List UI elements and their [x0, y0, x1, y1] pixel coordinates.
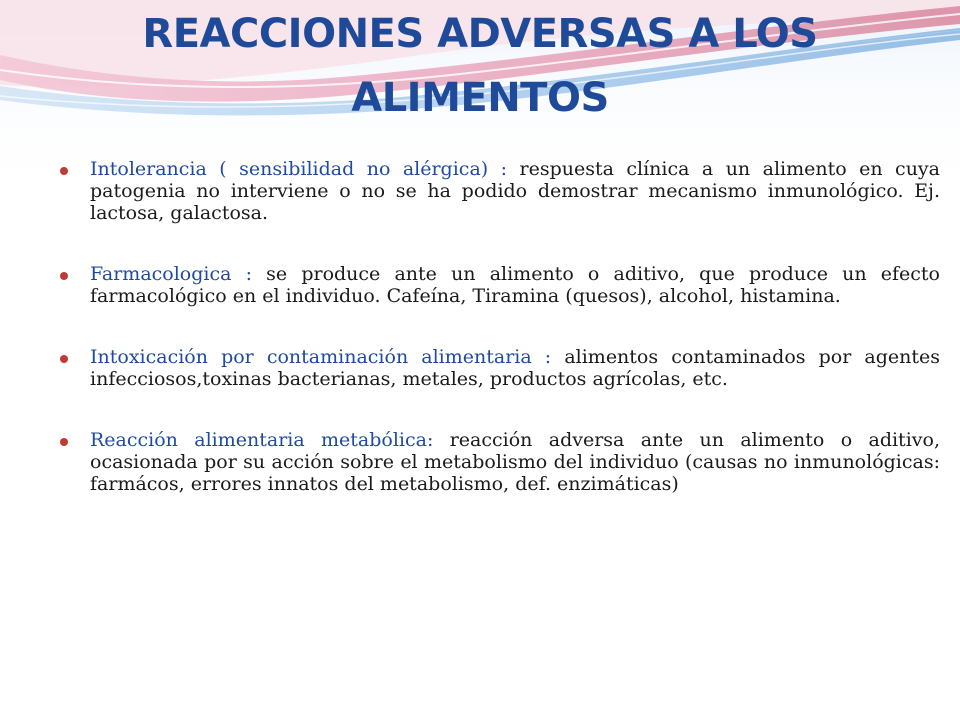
bullet-dot-icon [60, 438, 68, 446]
bullet-term: Reacción alimentaria metabólica: [90, 429, 434, 451]
bullet-text: respuesta clínica a un alimento en cuya patogenia no interviene o no se ha podido demostrar mecanismo inmunológico. Ej. lactosa, galactosa. [90, 158, 940, 224]
bullet-dot-icon [60, 272, 68, 280]
bullet-term: Intoxicación por contaminación alimentaria : [90, 346, 552, 368]
bullet-text: alimentos contaminados por agentes infecciosos,toxinas bacterianas, metales, productos agrícolas, etc. [90, 346, 940, 390]
bullet-text: reacción adversa ante un alimento o aditivo, ocasionada por su acción sobre el metabolismo del individuo (causas no inmunológicas: farmácos, errores innatos del metabolismo, def. enzimáticas) [90, 429, 940, 495]
slide-title [0, 2, 960, 130]
bullet-text: se produce ante un alimento o aditivo, que produce un efecto farmacológico en el individuo. Cafeína, Tiramina (quesos), alcohol, histamina. [90, 263, 940, 307]
bullet-item-intoxicacion [58, 346, 940, 390]
bullet-dot-icon [60, 167, 68, 175]
bullet-item-farmacologica [58, 263, 940, 307]
bullet-item-metabolica [58, 429, 940, 495]
bullet-dot-icon [60, 355, 68, 363]
title-line-1: REACCIONES ADVERSAS A LOS [142, 11, 818, 57]
title-line-2: ALIMENTOS [351, 75, 609, 121]
bullet-item-intolerancia [58, 158, 940, 224]
bullet-term: Farmacologica : [90, 263, 253, 285]
bullet-term: Intolerancia ( sensibilidad no alérgica) : [90, 158, 508, 180]
bullet-list [58, 158, 940, 534]
